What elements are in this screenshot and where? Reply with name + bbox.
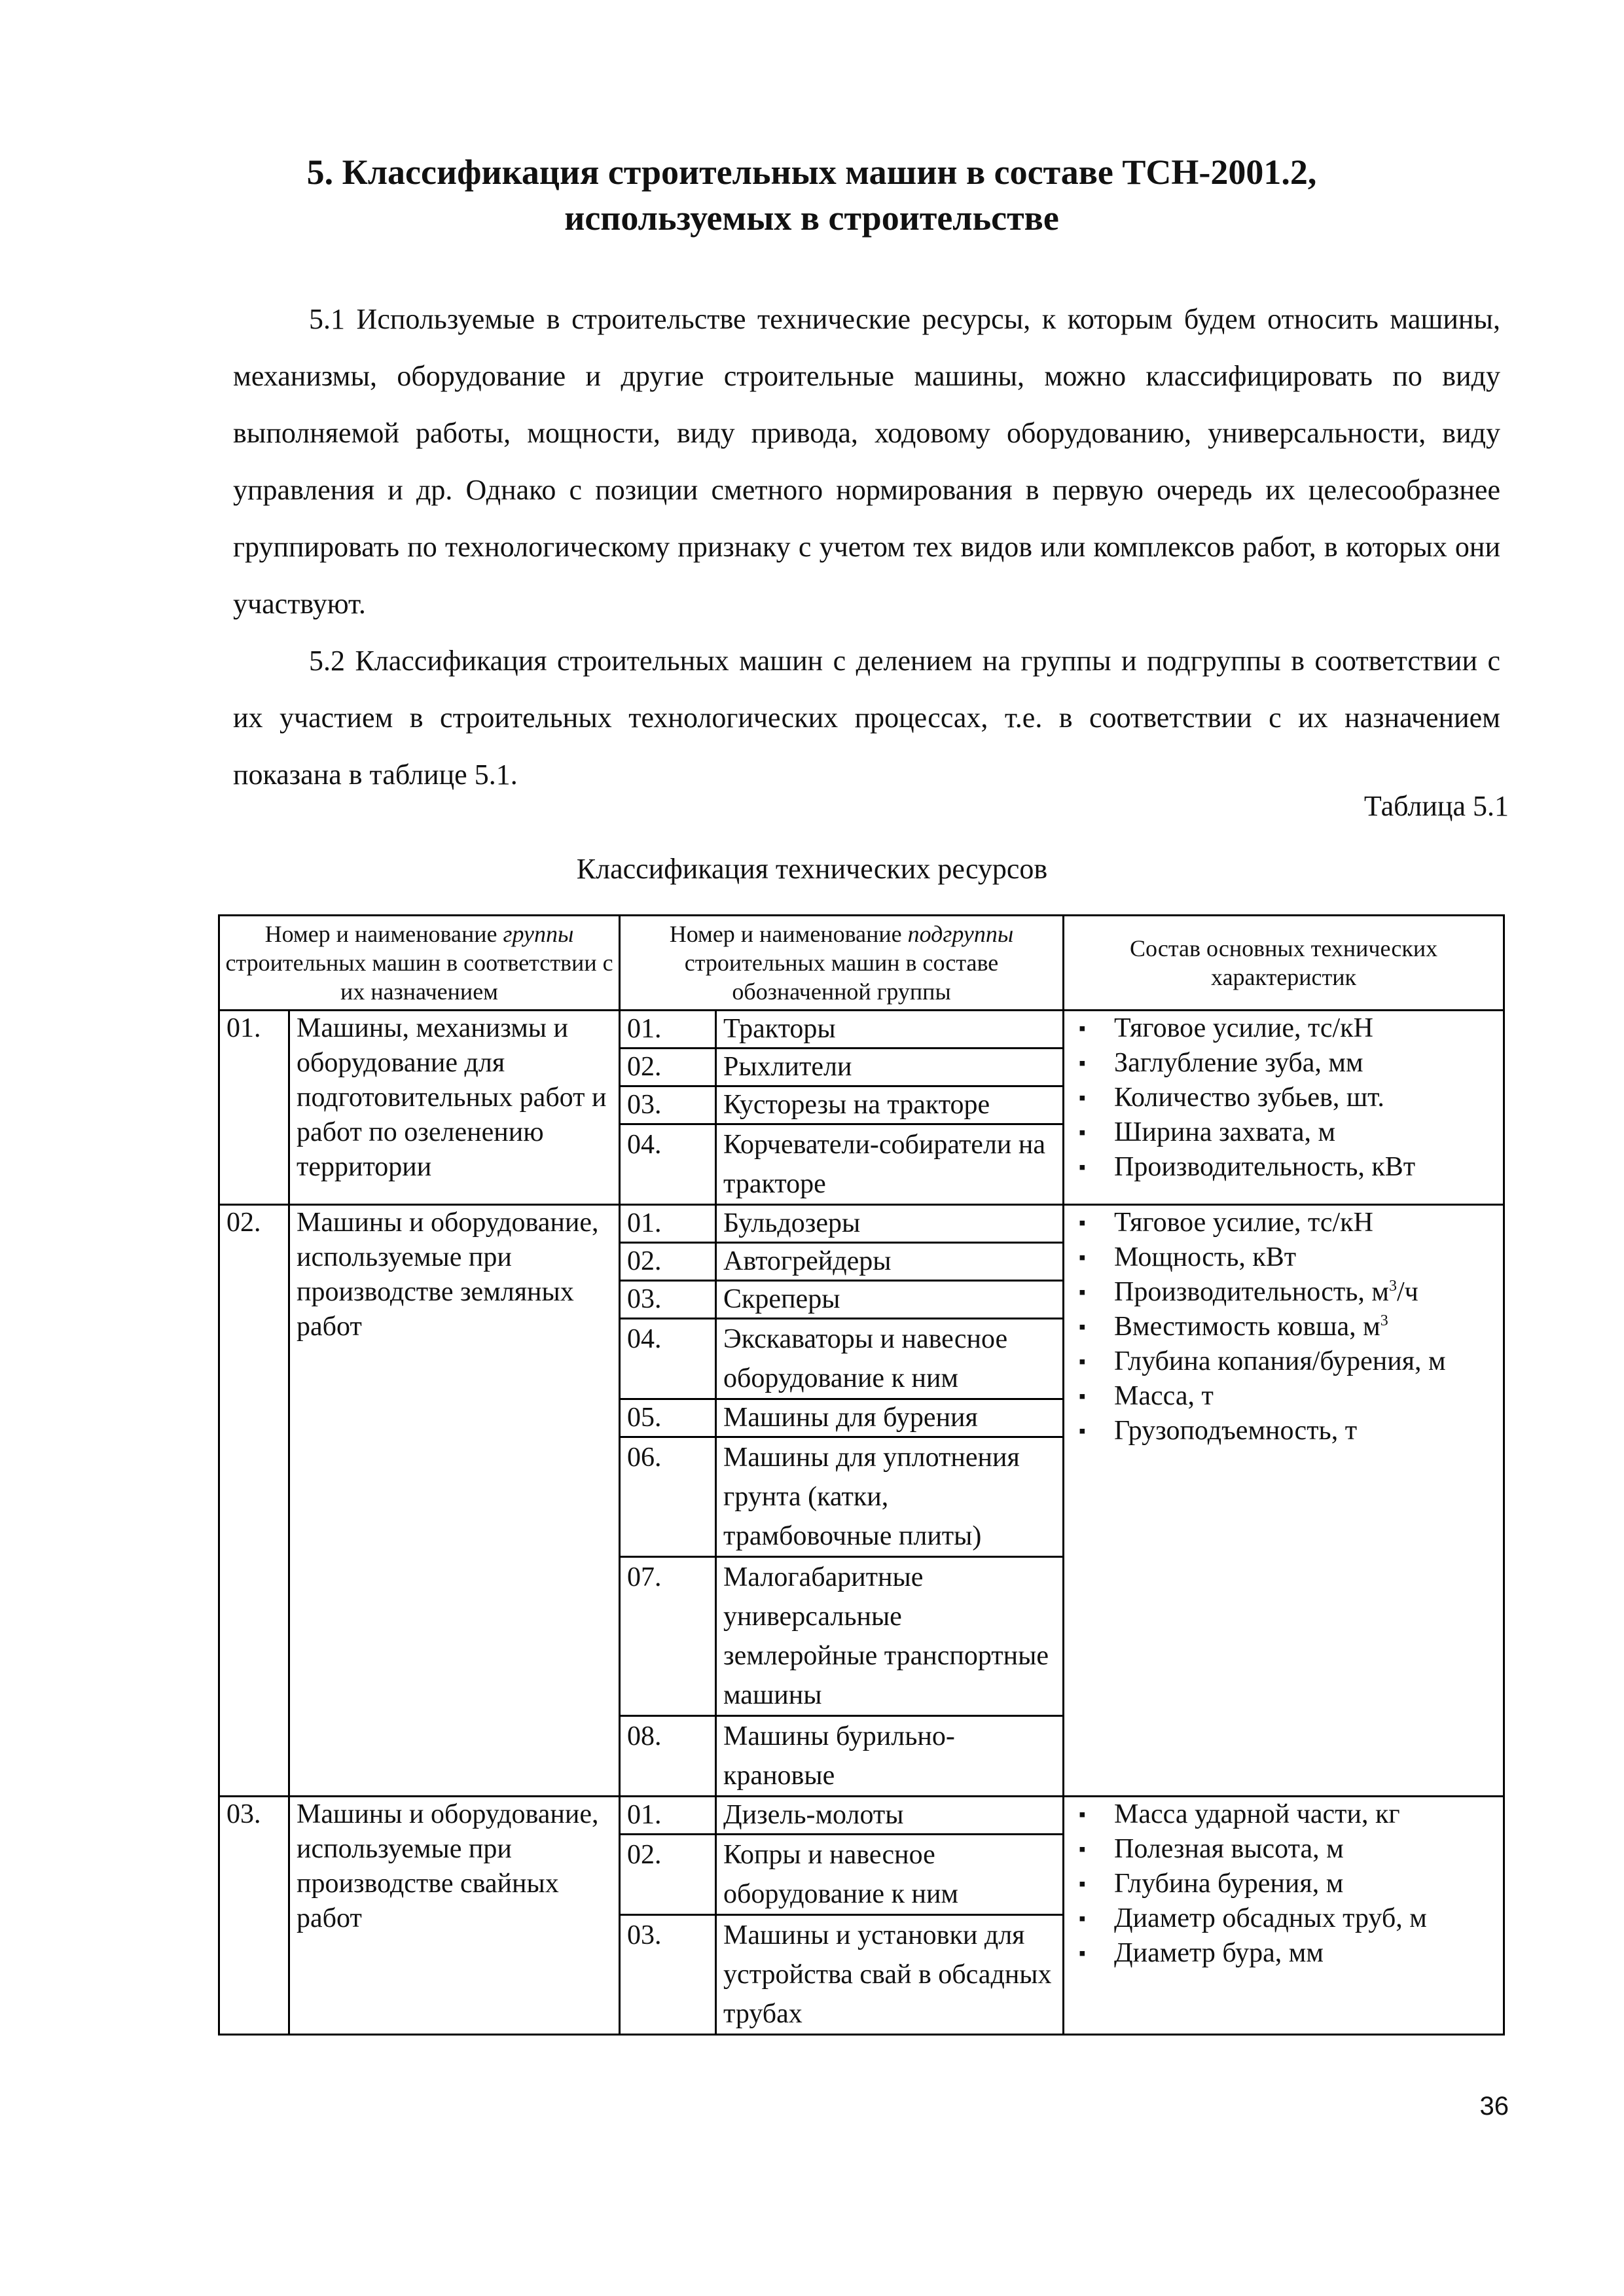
list-item: ▪ Мощность, кВт <box>1071 1240 1496 1275</box>
bullet-icon: ▪ <box>1079 1386 1086 1407</box>
bullet-icon: ▪ <box>1079 1247 1086 1268</box>
group-name: Машины и оборудование, используемые при производстве земляных работ <box>289 1205 620 1797</box>
table-number-label: Таблица 5.1 <box>1363 790 1509 822</box>
subgroup-number: 07. <box>620 1557 716 1716</box>
list-item: ▪ Вместимость ковша, $м^3$ <box>1071 1310 1496 1344</box>
list-item: ▪ Ширина захвата, м <box>1071 1115 1496 1150</box>
group-name: Машины, механизмы и оборудование для подготовительных работ и работ по озеленению территории <box>289 1011 620 1205</box>
paragraph-5-2: 5.2 Классификация строительных машин с делением на группы и подгруппы в соответствии с их участием в строительных технологических процессах, т.е. в соответствии с их назначением показана в таблице 5.1. <box>233 645 1500 791</box>
subgroup-number: 03. <box>620 1281 716 1319</box>
group-number: 01. <box>219 1011 289 1205</box>
body-text <box>233 291 1500 803</box>
subgroup-name: Копры и навесное оборудование к ним <box>716 1835 1064 1915</box>
table-row <box>219 1011 1504 1049</box>
characteristics-cell <box>1064 1011 1504 1205</box>
table-row <box>219 1797 1504 1835</box>
list-item: ▪ Тяговое усилие, тс/кН <box>1071 1206 1496 1240</box>
subgroup-number: 04. <box>620 1319 716 1399</box>
subgroup-number: 01. <box>620 1011 716 1049</box>
section-heading-line2: используемых в строительстве <box>564 198 1059 238</box>
characteristics-list <box>1071 1206 1496 1448</box>
section-heading <box>223 149 1401 241</box>
list-item: ▪ Диаметр бура, мм <box>1071 1936 1496 1971</box>
bullet-icon: ▪ <box>1079 1212 1086 1234</box>
page-number: 36 <box>1479 2092 1509 2121</box>
bullet-icon: ▪ <box>1079 1018 1086 1039</box>
subgroup-name: Тракторы <box>716 1011 1064 1049</box>
header-subgroup-text-1: Номер и наименование <box>669 921 908 947</box>
characteristics-cell <box>1064 1797 1504 2035</box>
list-item: ▪ Масса ударной части, кг <box>1071 1797 1496 1832</box>
table-caption: Классификация технических ресурсов <box>576 853 1048 885</box>
subgroup-number: 03. <box>620 1915 716 2035</box>
header-subgroup-text-2: строительных машин в составе обозначенной группы <box>684 950 999 1005</box>
bullet-icon: ▪ <box>1079 1420 1086 1442</box>
subgroup-name: Автогрейдеры <box>716 1243 1064 1281</box>
subgroup-name: Машины бурильно-крановые <box>716 1716 1064 1797</box>
subgroup-name: Машины для уплотнения грунта (катки, трамбовочные плиты) <box>716 1437 1064 1557</box>
list-item: ▪ Глубина бурения, м <box>1071 1867 1496 1901</box>
bullet-icon: ▪ <box>1079 1351 1086 1372</box>
list-item: ▪ Полезная высота, м <box>1071 1832 1496 1867</box>
header-subgroup-column <box>620 916 1064 1011</box>
bullet-icon: ▪ <box>1079 1943 1086 1964</box>
bullet-icon: ▪ <box>1079 1908 1086 1929</box>
list-item: ▪ Масса, т <box>1071 1379 1496 1414</box>
subgroup-name: Дизель-молоты <box>716 1797 1064 1835</box>
table-row <box>219 1205 1504 1243</box>
subgroup-name: Рыхлители <box>716 1049 1064 1086</box>
paragraph-5-1: 5.1 Используемые в строительстве технические ресурсы, к которым будем относить машины, механизмы, оборудование и другие строительные машины, можно классифицировать по виду выполняемой работы, мощности, виду привода, ходовому оборудованию, универсальности, виду управления и др. Однако с позиции сметного нормирования в первую очередь их целесообразнее группировать по технологическому признаку с учетом тех видов или комплексов работ, в которых они участвуют. <box>233 303 1500 620</box>
subgroup-name: Кусторезы на тракторе <box>716 1086 1064 1124</box>
header-group-column <box>219 916 620 1011</box>
classification-table <box>218 914 1505 2036</box>
bullet-icon: ▪ <box>1079 1157 1086 1178</box>
list-item: ▪ Заглубление зуба, мм <box>1071 1046 1496 1081</box>
characteristics-cell <box>1064 1205 1504 1797</box>
subgroup-name: Скреперы <box>716 1281 1064 1319</box>
group-number: 03. <box>219 1797 289 2035</box>
group-number: 02. <box>219 1205 289 1797</box>
subgroup-number: 02. <box>620 1243 716 1281</box>
bullet-icon: ▪ <box>1079 1873 1086 1895</box>
subgroup-name: Корчеватели-собиратели на тракторе <box>716 1124 1064 1205</box>
header-subgroup-em: подгруппы <box>907 921 1014 947</box>
header-characteristics-column: Состав основных технических характеристик <box>1064 916 1504 1011</box>
list-item: ▪ Грузоподъемность, т <box>1071 1414 1496 1448</box>
section-heading-line1: 5. Классификация строительных машин в составе ТСН-2001.2, <box>306 152 1317 192</box>
bullet-icon: ▪ <box>1079 1839 1086 1860</box>
subgroup-name: Машины для бурения <box>716 1399 1064 1437</box>
subgroup-number: 02. <box>620 1835 716 1915</box>
subgroup-name: Экскаваторы и навесное оборудование к ним <box>716 1319 1064 1399</box>
subgroup-number: 08. <box>620 1716 716 1797</box>
header-group-text-1: Номер и наименование <box>264 921 503 947</box>
header-group-text-2: строительных машин в соответствии с их назначением <box>225 950 613 1005</box>
characteristics-list <box>1071 1797 1496 1971</box>
list-item: ▪ Тяговое усилие, тс/кН <box>1071 1011 1496 1046</box>
subgroup-name: Бульдозеры <box>716 1205 1064 1243</box>
subgroup-number: 04. <box>620 1124 716 1205</box>
bullet-icon: ▪ <box>1079 1122 1086 1143</box>
list-item: ▪ Производительность, $м^3/ч$ <box>1071 1275 1496 1310</box>
table-header-row <box>219 916 1504 1011</box>
list-item: ▪ Количество зубьев, шт. <box>1071 1081 1496 1115</box>
bullet-icon: ▪ <box>1079 1804 1086 1825</box>
header-group-em: группы <box>503 921 574 947</box>
group-name: Машины и оборудование, используемые при производстве свайных работ <box>289 1797 620 2035</box>
subgroup-name: Машины и установки для устройства свай в обсадных трубах <box>716 1915 1064 2035</box>
bullet-icon: ▪ <box>1079 1316 1086 1338</box>
bullet-icon: ▪ <box>1079 1052 1086 1074</box>
list-item: ▪ Глубина копания/бурения, м <box>1071 1344 1496 1379</box>
subgroup-number: 06. <box>620 1437 716 1557</box>
bullet-icon: ▪ <box>1079 1282 1086 1303</box>
characteristics-list <box>1071 1011 1496 1185</box>
list-item: ▪ Производительность, кВт <box>1071 1150 1496 1185</box>
subgroup-number: 03. <box>620 1086 716 1124</box>
subgroup-number: 01. <box>620 1205 716 1243</box>
subgroup-name: Малогабаритные универсальные землеройные транспортные машины <box>716 1557 1064 1716</box>
subgroup-number: 02. <box>620 1049 716 1086</box>
subgroup-number: 05. <box>620 1399 716 1437</box>
bullet-icon: ▪ <box>1079 1087 1086 1109</box>
list-item: ▪ Диаметр обсадных труб, м <box>1071 1901 1496 1936</box>
subgroup-number: 01. <box>620 1797 716 1835</box>
